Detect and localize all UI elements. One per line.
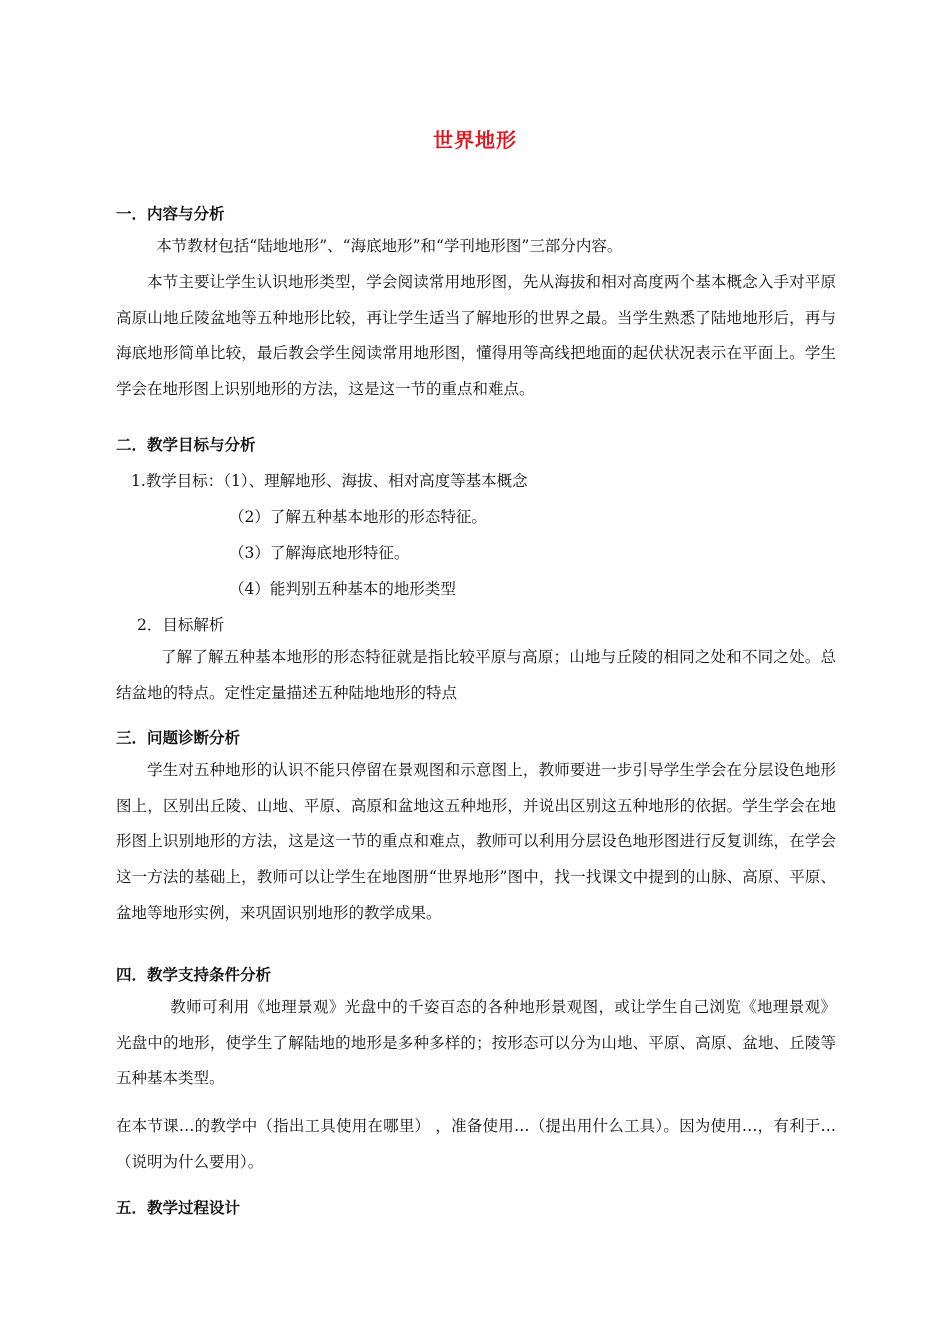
goal-line-3: （3）了解海底地形特征。	[229, 544, 410, 562]
section-4-heading: 四．教学支持条件分析	[116, 966, 272, 984]
section-1-paragraph-2: 本节主要让学生认识地形类型，学会阅读常用地形图，先从海拔和相对高度两个基本概念入手对平原高原山地丘陵盆地等五种地形比较，再让学生适当了解地形的世界之最。当学生熟悉了陆地地形后，再与海底地形简单比较，最后教会学生阅读常用地形图，懂得用等高线把地面的起伏状况表示在平面上。学生学会在地形图上识别地形的方法，这是这一节的重点和难点。	[116, 273, 836, 399]
section-2-paragraph: 了解了解五种基本地形的形态特征就是指比较平原与高原；山地与丘陵的相同之处和不同之处。总结盆地的特点。定性定量描述五种陆地地形的特点	[116, 648, 836, 702]
goal-line-4: （4）能判别五种基本的地形类型	[229, 580, 456, 598]
goal-line-2: （2）了解五种基本地形的形态特征。	[229, 508, 487, 526]
goal-line-1: 1.教学目标：（1）、理解地形、海拔、相对高度等基本概念	[131, 472, 528, 490]
section-1-heading: 一．内容与分析	[116, 205, 225, 223]
section-4-paragraph-2: 在本节课…的教学中（指出工具使用在哪里） ，准备使用…（提出用什么工具）。因为使用…，有利于…（说明为什么要用）。	[116, 1117, 836, 1171]
section-4-paragraph-1: 教师可利用《地理景观》光盘中的千姿百态的各种地形景观图，或让学生自己浏览《地理景观》光盘中的地形，使学生了解陆地的地形是多种多样的；按形态可以分为山地、平原、高原、盆地、丘陵等五种基本类型。	[116, 998, 836, 1088]
goal-analysis-subheading: 2．目标解析	[137, 616, 225, 634]
section-3-heading: 三．问题诊断分析	[116, 729, 241, 747]
section-2-heading: 二．教学目标与分析	[116, 436, 256, 454]
section-5-heading: 五．教学过程设计	[116, 1199, 241, 1217]
section-3-paragraph: 学生对五种地形的认识不能只停留在景观图和示意图上，教师要进一步引导学生学会在分层设色地形图上，区别出丘陵、山地、平原、高原和盆地这五种地形，并说出区别这五种地形的依据。学生学会在地形图上识别地形的方法，这是这一节的重点和难点，教师可以利用分层设色地形图进行反复训练，在学会这一方法的基础上，教师可以让学生在地图册“世界地形”图中，找一找课文中提到的山脉、高原、平原、盆地等地形实例，来巩固识别地形的教学成果。	[116, 761, 836, 922]
section-1-paragraph-1: 本节教材包括“陆地地形”、“海底地形”和“学刊地形图”三部分内容。	[156, 237, 623, 255]
page-title: 世界地形	[433, 128, 517, 152]
